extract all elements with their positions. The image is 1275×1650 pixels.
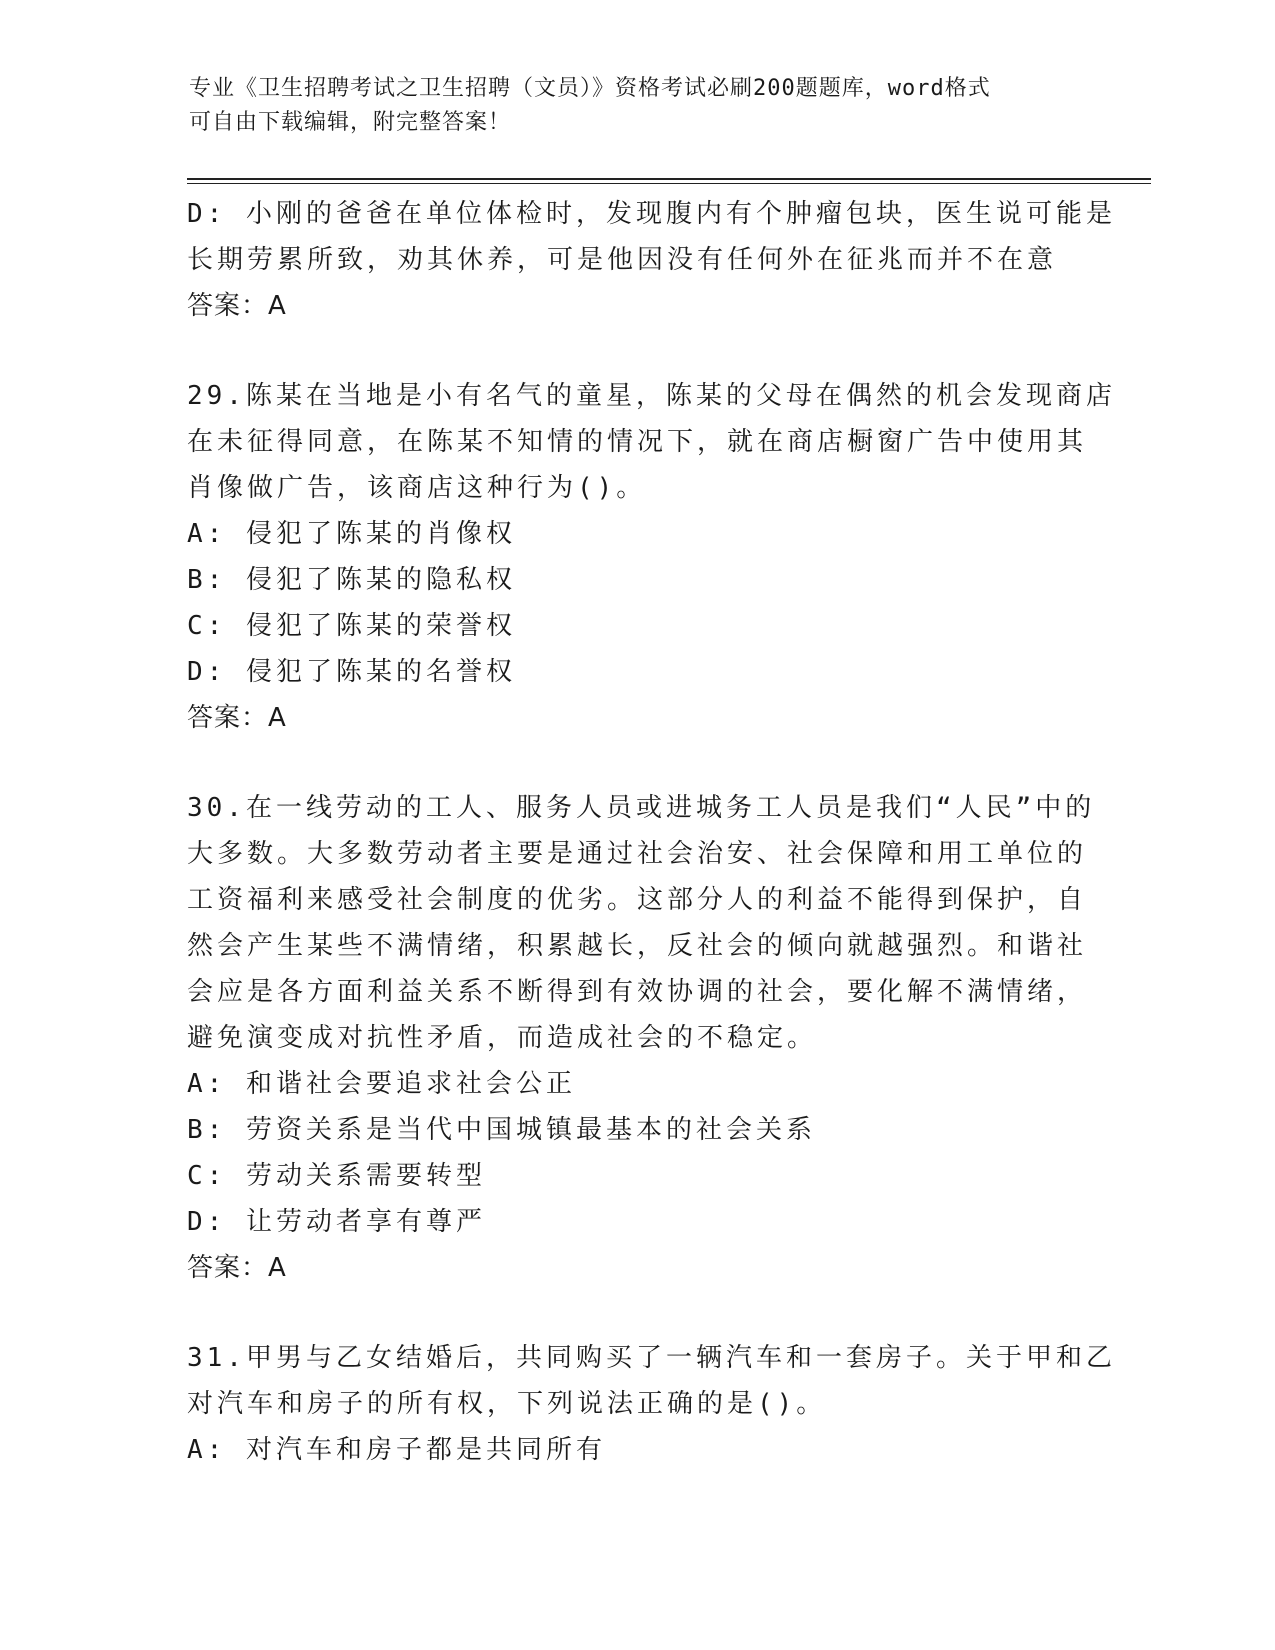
question-stem-line: 在未征得同意，在陈某不知情的情况下，就在商店橱窗广告中使用其 xyxy=(187,427,1088,457)
answer-line: 答案：A xyxy=(187,703,287,733)
option-d: D: 侵犯了陈某的名誉权 xyxy=(187,657,516,687)
question-28-tail xyxy=(187,191,1116,329)
question-stem-line: 对汽车和房子的所有权，下列说法正确的是()。 xyxy=(187,1389,827,1419)
answer-line: 答案：A xyxy=(187,1253,287,1283)
question-31 xyxy=(187,1335,1116,1473)
question-stem-line: 31.甲男与乙女结婚后，共同购买了一辆汽车和一套房子。关于甲和乙 xyxy=(187,1343,1116,1373)
option-a: A: 和谐社会要追求社会公正 xyxy=(187,1069,576,1099)
question-stem-line: 工资福利来感受社会制度的优劣。这部分人的利益不能得到保护，自 xyxy=(187,885,1088,915)
option-b: B: 侵犯了陈某的隐私权 xyxy=(187,565,516,595)
header-divider-thin xyxy=(187,183,1151,184)
spacer xyxy=(187,329,1087,373)
question-29 xyxy=(187,373,1116,741)
spacer xyxy=(187,1291,1087,1335)
spacer xyxy=(187,741,1087,785)
question-list xyxy=(187,191,1116,1473)
option-a: A: 侵犯了陈某的肖像权 xyxy=(187,519,516,549)
question-30 xyxy=(187,785,1096,1291)
header-title-line-2: 可自由下载编辑，附完整答案！ xyxy=(189,110,512,135)
question-stem-line: 肖像做广告，该商店这种行为()。 xyxy=(187,473,647,503)
question-stem-line: 避免演变成对抗性矛盾，而造成社会的不稳定。 xyxy=(187,1023,818,1053)
option-a: A: 对汽车和房子都是共同所有 xyxy=(187,1435,606,1465)
document-header xyxy=(189,72,1089,140)
header-title-line-1: 专业《卫生招聘考试之卫生招聘（文员）》资格考试必刷200题题库，word格式 xyxy=(189,76,991,101)
question-stem-line: 然会产生某些不满情绪，积累越长，反社会的倾向就越强烈。和谐社 xyxy=(187,931,1088,961)
question-stem-line: 30.在一线劳动的工人、服务人员或进城务工人员是我们“人民”中的 xyxy=(187,793,1096,823)
option-c: C: 劳动关系需要转型 xyxy=(187,1161,486,1191)
option-c: C: 侵犯了陈某的荣誉权 xyxy=(187,611,516,641)
question-stem-line: 29.陈某在当地是小有名气的童星，陈某的父母在偶然的机会发现商店 xyxy=(187,381,1116,411)
question-stem-line: 会应是各方面利益关系不断得到有效协调的社会，要化解不满情绪， xyxy=(187,977,1088,1007)
option-d-line: D: 小刚的爸爸在单位体检时，发现腹内有个肿瘤包块，医生说可能是 xyxy=(187,199,1116,229)
header-divider-thick xyxy=(187,178,1151,180)
option-d-line: 长期劳累所致，劝其休养，可是他因没有任何外在征兆而并不在意 xyxy=(187,245,1058,275)
answer-line: 答案：A xyxy=(187,291,287,321)
option-d: D: 让劳动者享有尊严 xyxy=(187,1207,486,1237)
question-stem-line: 大多数。大多数劳动者主要是通过社会治安、社会保障和用工单位的 xyxy=(187,839,1088,869)
option-b: B: 劳资关系是当代中国城镇最基本的社会关系 xyxy=(187,1115,816,1145)
